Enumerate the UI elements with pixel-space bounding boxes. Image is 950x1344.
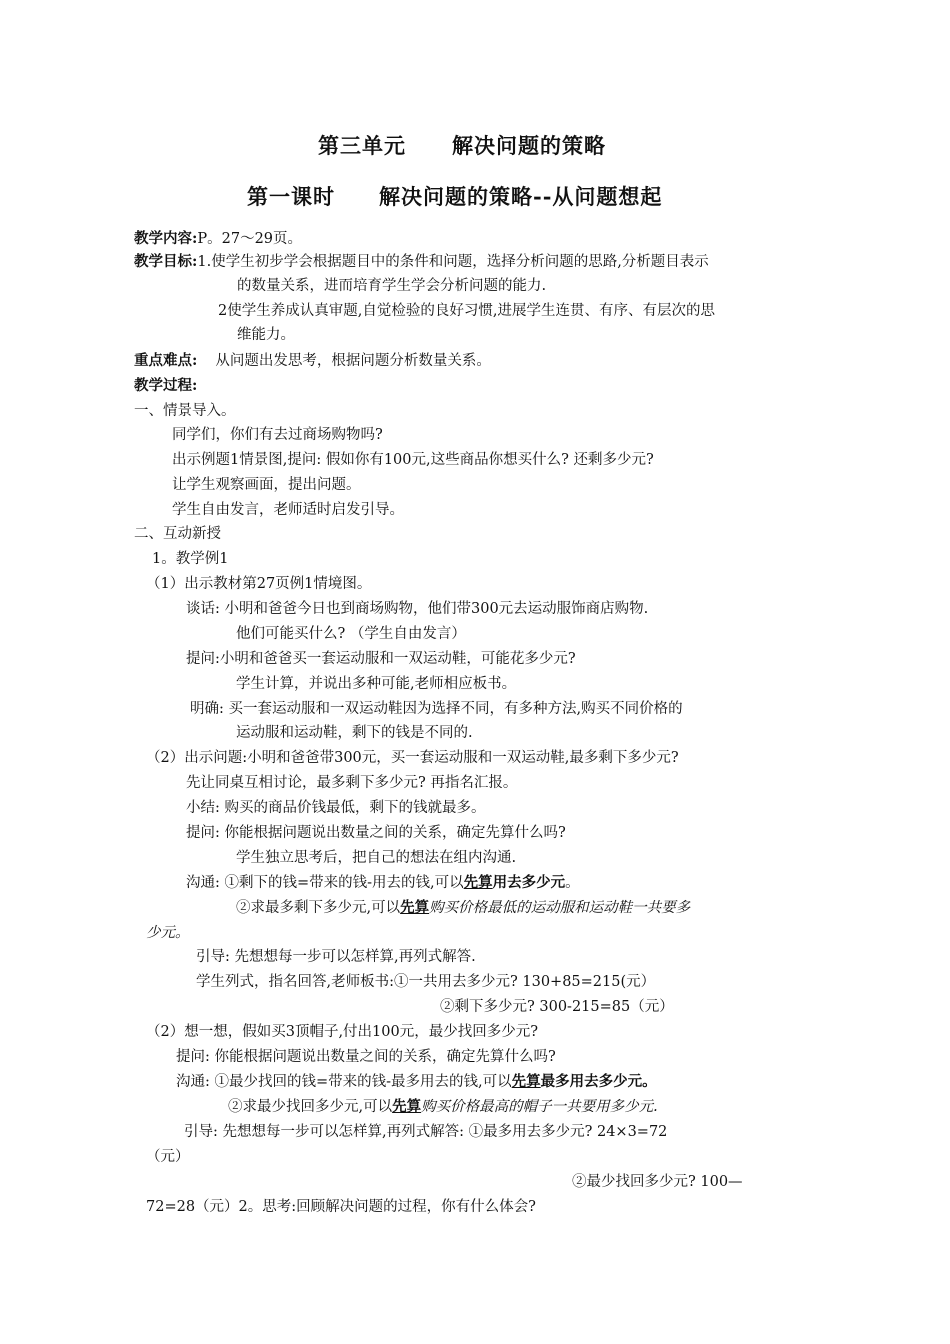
paragraph: （1）出示教材第27页例1情境图。 xyxy=(146,576,372,592)
content-value: P。27～29页。 xyxy=(197,231,303,247)
text: 沟通: ①剩下的钱=带来的钱-用去的钱,可以 xyxy=(186,875,464,891)
paragraph: 引导: 先想想每一步可以怎样算,再列式解答: ①最多用去多少元? 24×3=72 xyxy=(184,1124,668,1140)
paragraph: 先让同桌互相讨论，最多剩下多少元? 再指名汇报。 xyxy=(186,775,518,791)
unit-name: 解决问题的策略 xyxy=(452,133,606,158)
paragraph: 提问: 你能根据问题说出数量之间的关系，确定先算什么吗? xyxy=(186,825,566,841)
communication-line-4 xyxy=(228,1097,658,1117)
paragraph: 出示例题1情景图,提问: 假如你有100元,这些商品你想买什么? 还剩多少元? xyxy=(172,452,654,468)
paragraph: （元） xyxy=(146,1149,190,1165)
section-2-heading: 二、互动新授 xyxy=(134,526,221,542)
goal-2-continued: 维能力。 xyxy=(237,327,295,343)
paragraph: 提问:小明和爸爸买一套运动服和一双运动鞋，可能花多少元? xyxy=(186,651,576,667)
goal-1-continued: 的数量关系，进而培育学生学会分析问题的能力. xyxy=(237,278,547,294)
communication-line-3 xyxy=(176,1072,657,1092)
key-label: 重点难点: xyxy=(134,352,198,369)
italic-text: 购买价格最低的运动服和运动鞋一共要多 xyxy=(429,900,691,916)
goal-line-1 xyxy=(134,252,709,272)
subsection-heading: 1。教学例1 xyxy=(152,551,229,567)
process-label: 教学过程: xyxy=(134,377,198,394)
paragraph: 学生计算，并说出多种可能,老师相应板书。 xyxy=(236,676,517,692)
text: ②求最少找回多少元,可以 xyxy=(228,1099,393,1115)
content-line xyxy=(134,229,302,249)
paragraph: 他们可能买什么? （学生自由发言） xyxy=(236,626,466,642)
lesson-name: 解决问题的策略--从问题想起 xyxy=(379,184,663,209)
emphasis: 先算 xyxy=(511,1073,541,1090)
lesson-title xyxy=(247,184,663,209)
paragraph: 运动服和运动鞋，剩下的钱是不同的. xyxy=(236,725,473,741)
paragraph: （2）想一想，假如买3顶帽子,付出100元，最少找回多少元? xyxy=(146,1024,539,1040)
paragraph: 提问: 你能根据问题说出数量之间的关系，确定先算什么吗? xyxy=(176,1049,556,1065)
paragraph: （2）出示问题:小明和爸爸带300元，买一套运动服和一双运动鞋,最多剩下多少元? xyxy=(146,750,679,766)
emphasis: 先算 xyxy=(400,899,430,916)
communication-line-2 xyxy=(236,898,690,918)
paragraph: 少元。 xyxy=(146,925,190,941)
emphasis: 先算 xyxy=(463,874,493,891)
paragraph: 引导: 先想想每一步可以怎样算,再列式解答. xyxy=(196,949,476,965)
italic-text: 购买价格最高的帽子一共要用多少元. xyxy=(421,1099,658,1115)
paragraph: 明确: 买一套运动服和一双运动鞋因为选择不同，有多种方法,购买不同价格的 xyxy=(190,701,683,717)
text: 。 xyxy=(565,875,580,891)
paragraph: 同学们，你们有去过商场购物吗? xyxy=(172,427,383,443)
paragraph: 学生列式，指名回答,老师板书:①一共用去多少元? 130+85=215(元） xyxy=(196,974,656,990)
paragraph: 谈话: 小明和爸爸今日也到商场购物，他们带300元去运动服饰商店购物. xyxy=(186,601,649,617)
goal-1-text: 1.使学生初步学会根据题目中的条件和问题，选择分析问题的思路,分析题目表示 xyxy=(197,254,709,270)
goal-label: 教学目标: xyxy=(134,253,198,270)
unit-number: 第三单元 xyxy=(318,133,406,158)
content-label: 教学内容: xyxy=(134,230,198,247)
lesson-number: 第一课时 xyxy=(247,184,335,209)
key-value: 从问题出发思考，根据问题分析数量关系。 xyxy=(215,353,491,369)
bold-text: 最多用去多少元。 xyxy=(540,1073,657,1090)
section-1-heading: 一、情景导入。 xyxy=(134,403,236,419)
paragraph: ②最少找回多少元? 100— xyxy=(572,1174,743,1190)
paragraph: 让学生观察画面，提出问题。 xyxy=(172,477,361,493)
emphasis: 先算 xyxy=(392,1098,422,1115)
paragraph: ②剩下多少元? 300-215=85（元） xyxy=(440,999,674,1015)
text: ②求最多剩下多少元,可以 xyxy=(236,900,401,916)
unit-title xyxy=(318,133,606,158)
paragraph: 小结: 购买的商品价钱最低，剩下的钱就最多。 xyxy=(186,800,486,816)
communication-line-1 xyxy=(186,873,580,893)
paragraph: 72=28（元）2。思考:回顾解决问题的过程，你有什么体会? xyxy=(146,1199,536,1215)
goal-2-text: 2使学生养成认真审题,自觉检验的良好习惯,进展学生连贯、有序、有层次的思 xyxy=(218,303,715,319)
paragraph: 学生独立思考后，把自己的想法在组内沟通. xyxy=(236,850,517,866)
paragraph: 学生自由发言，老师适时启发引导。 xyxy=(172,502,404,518)
key-line xyxy=(134,351,491,371)
text: 沟通: ①最少找回的钱=带来的钱-最多用去的钱,可以 xyxy=(176,1074,512,1090)
bold-text: 用去多少元 xyxy=(492,874,566,891)
